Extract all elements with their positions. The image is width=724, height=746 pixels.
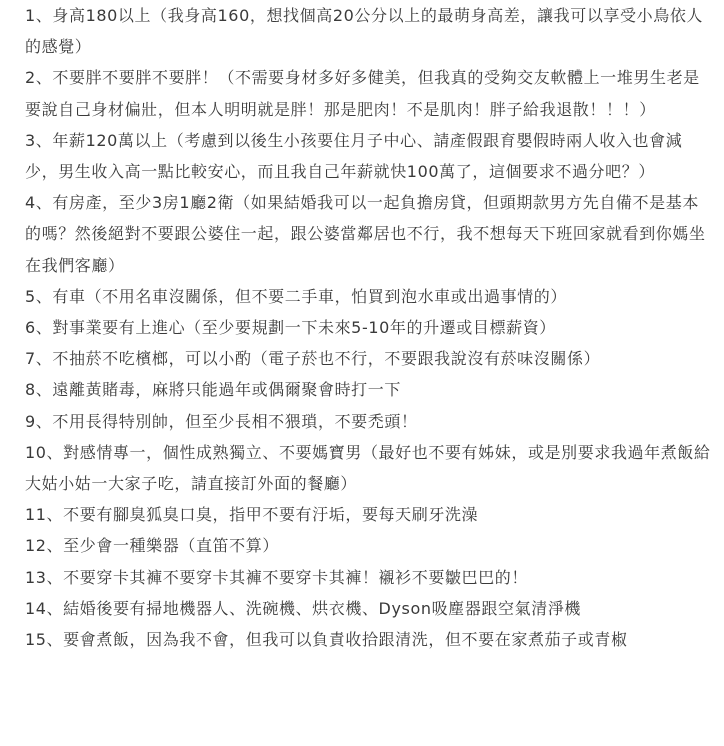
list-item: 8、遠離黃賭毒，麻將只能過年或偶爾聚會時打一下 bbox=[25, 380, 401, 400]
list-item: 7、不抽菸不吃檳榔，可以小酌（電子菸也不行，不要跟我說沒有菸味沒關係） bbox=[25, 349, 601, 369]
list-item: 5、有車（不用名車沒關係，但不要二手車，怕買到泡水車或出過事情的） bbox=[25, 286, 567, 306]
list-item: 11、不要有腳臭狐臭口臭，指甲不要有汙垢，要每天刷牙洗澡 bbox=[25, 505, 479, 525]
list-item: 9、不用長得特別帥，但至少長相不猥瑣，不要禿頭！ bbox=[25, 411, 418, 431]
list-item: 14、結婚後要有掃地機器人、洗碗機、烘衣機、Dyson吸塵器跟空氣清淨機 bbox=[25, 598, 582, 618]
list-item: 1、身高180以上（我身高160，想找個高20公分以上的最萌身高差，讓我可以享受小鳥依人的感覺） bbox=[25, 6, 704, 57]
list-item: 4、有房產，至少3房1廳2衛（如果結婚我可以一起負擔房貸，但頭期款男方先自備不是基本的嗎？然後絕對不要跟公婆住一起，跟公婆當鄰居也不行，我不想每天下班回家就看到你媽坐在我們客廳） bbox=[25, 193, 706, 275]
list-item: 13、不要穿卡其褲不要穿卡其褲不要穿卡其褲！襯衫不要皺巴巴的！ bbox=[25, 567, 528, 587]
list-item: 15、要會煮飯，因為我不會，但我可以負責收拾跟清洗，但不要在家煮茄子或青椒 bbox=[25, 630, 628, 650]
list-item: 3、年薪120萬以上（考慮到以後生小孩要住月子中心、請產假跟育嬰假時兩人收入也會減少，男生收入高一點比較安心，而且我自己年薪就快100萬了，這個要求不過分吧？） bbox=[25, 130, 683, 182]
list-item: 6、對事業要有上進心（至少要規劃一下未來5-10年的升遷或目標薪資） bbox=[25, 318, 556, 338]
list-item: 10、對感情專一，個性成熟獨立、不要媽寶男（最好也不要有姊妹，或是別要求我過年煮飯給大姑小姑一大家子吃，請直接訂外面的餐廳） bbox=[25, 442, 711, 494]
list-item: 12、至少會一種樂器（直笛不算） bbox=[25, 536, 279, 556]
list-item: 2、不要胖不要胖不要胖！（不需要身材多好多健美，但我真的受夠交友軟體上一堆男生老是要說自己身材偏壯，但本人明明就是胖！那是肥肉！不是肌肉！胖子給我退散！！！） bbox=[25, 68, 700, 119]
